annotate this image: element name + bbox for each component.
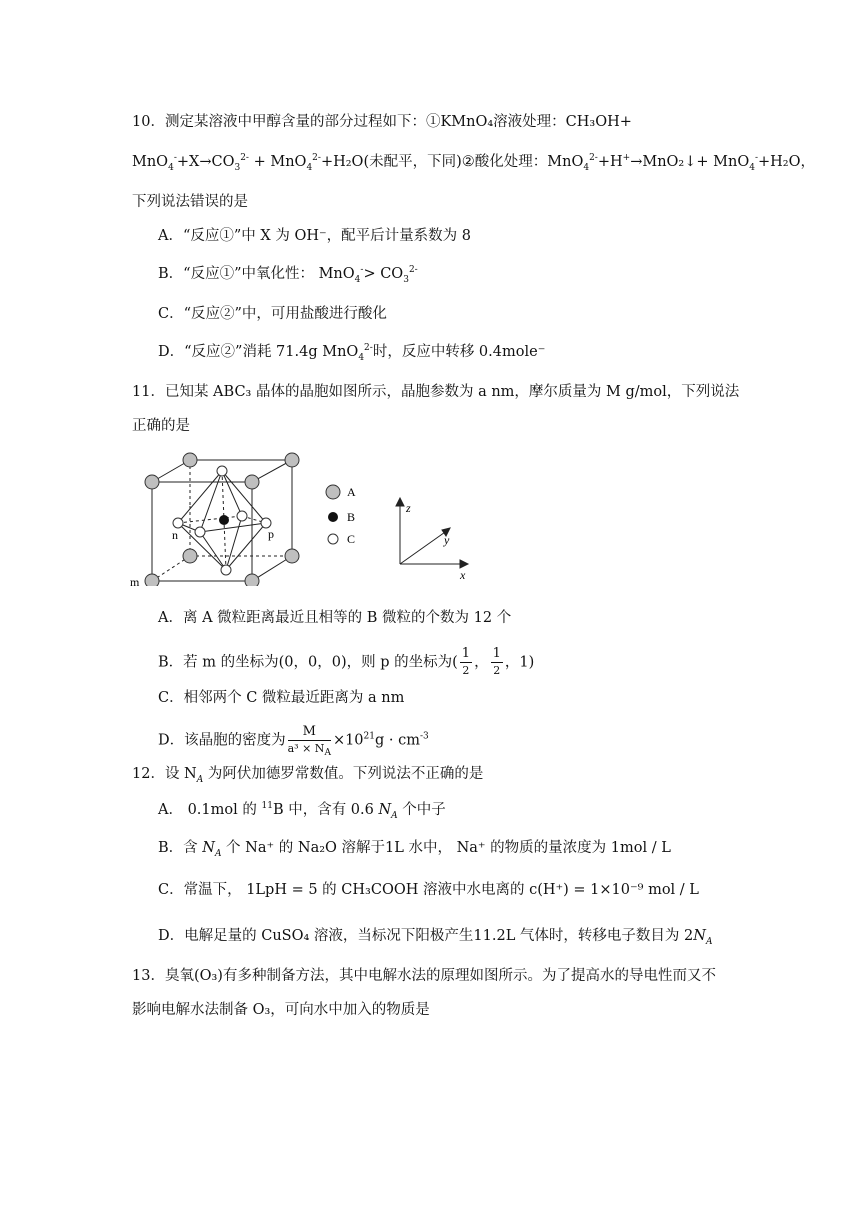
q12-option-b: B．含 $N_A$ 个 Na⁺ 的 Na₂O 溶解于1L 水中， Na⁺ 的物质的量浓度为 1mol / L xyxy=(158,840,671,859)
q12-option-c: C．常温下， 1LpH = 5 的 CH₃COOH 溶液中水电离的 c(H⁺) = 1×10⁻⁹ mol / L xyxy=(158,882,699,898)
legend-a-marker xyxy=(326,485,340,499)
q10-option-d: D．“反应②”消耗 71.4g MnO$_4^{2-}$时，反应中转移 0.4mole⁻ xyxy=(158,343,546,363)
q11-stem-line1: 11．已知某 ABC₃ 晶体的晶胞如图所示，晶胞参数为 a nm，摩尔质量为 M g/mol，下列说法 xyxy=(132,384,740,400)
q10-stem-line2: $MnO_4^-+X\to CO_3^{2-} + MnO_4^{2-}+H_2O$(未配平，下同)②酸化处理：MnO$_4^{2-}$+H+→MnO₂↓+ MnO$_4$-+H₂O， xyxy=(132,153,816,173)
q10-option-b: B．“反应①”中氧化性： $MnO_4^-> CO_3^{2-}$ xyxy=(158,265,418,285)
q12-option-a: A． 0.1mol 的 $^{11}$B 中，含有 0.6 $N_A$ 个中子 xyxy=(158,801,446,821)
axis-x-label: x xyxy=(460,568,466,582)
atom-a xyxy=(245,475,259,489)
q11-option-a: A．离 A 微粒距离最近且相等的 B 微粒的个数为 12 个 xyxy=(158,610,512,626)
atom-a xyxy=(285,453,299,467)
label-m: m xyxy=(130,575,140,586)
atom-c xyxy=(237,511,247,521)
atom-a xyxy=(245,574,259,586)
atom-b xyxy=(219,515,229,525)
legend-c-marker xyxy=(328,534,338,544)
atom-c xyxy=(217,466,227,476)
q10-option-a: A．“反应①”中 X 为 OH⁻，配平后计量系数为 8 xyxy=(158,228,471,244)
axis-y-label: y xyxy=(444,533,450,547)
atom-a xyxy=(183,453,197,467)
q11-option-d: D．该晶胞的密度为 $\frac{M}{a^3 \times N_A}$ $\times 10^{21}g \cdot cm^{-3}$ xyxy=(158,724,429,759)
atom-c xyxy=(173,518,183,528)
q12-option-d: D．电解足量的 CuSO₄ 溶液，当标况下阳极产生11.2L 气体时，转移电子数目为 $2N_A$ xyxy=(158,928,713,947)
q10-stem-line3: 下列说法错误的是 xyxy=(132,194,248,210)
axis-z-label: z xyxy=(406,501,411,515)
atom-a xyxy=(145,475,159,489)
q13-stem-line1: 13．臭氧(O₃)有多种制备方法，其中电解水法的原理如图所示。为了提高水的导电性而又不 xyxy=(132,968,716,984)
atom-a xyxy=(183,549,197,563)
atom-c xyxy=(221,565,231,575)
legend-b-label: B xyxy=(347,510,356,524)
q10-option-c: C．“反应②”中，可用盐酸进行酸化 xyxy=(158,306,387,322)
q12-stem: 12．设 $N_A$ 为阿伏加德罗常数值。下列说法不正确的是 xyxy=(132,766,484,785)
q10-stem-line1: 10．测定某溶液中甲醇含量的部分过程如下：①KMnO₄溶液处理：CH₃OH+ xyxy=(132,114,632,130)
q13-stem-line2: 影响电解水法制备 O₃，可向水中加入的物质是 xyxy=(132,1002,430,1018)
q11-option-c: C．相邻两个 C 微粒最近距离为 a nm xyxy=(158,690,405,706)
q11-stem-line2: 正确的是 xyxy=(132,418,190,434)
legend-c-label: C xyxy=(347,532,356,546)
atom-a xyxy=(285,549,299,563)
label-p: p xyxy=(268,527,274,541)
legend-a-label: A xyxy=(347,485,356,499)
atom-c xyxy=(195,527,205,537)
label-n: n xyxy=(172,528,178,542)
q11-option-b: B．若 m 的坐标为(0，0，0)，则 p 的坐标为( $\frac{1}{2}$ ， $\frac{1}{2}$ ，1) xyxy=(158,646,535,677)
atom-a xyxy=(145,574,159,586)
legend-b-marker xyxy=(328,512,338,522)
crystal-cell-figure xyxy=(130,446,490,586)
